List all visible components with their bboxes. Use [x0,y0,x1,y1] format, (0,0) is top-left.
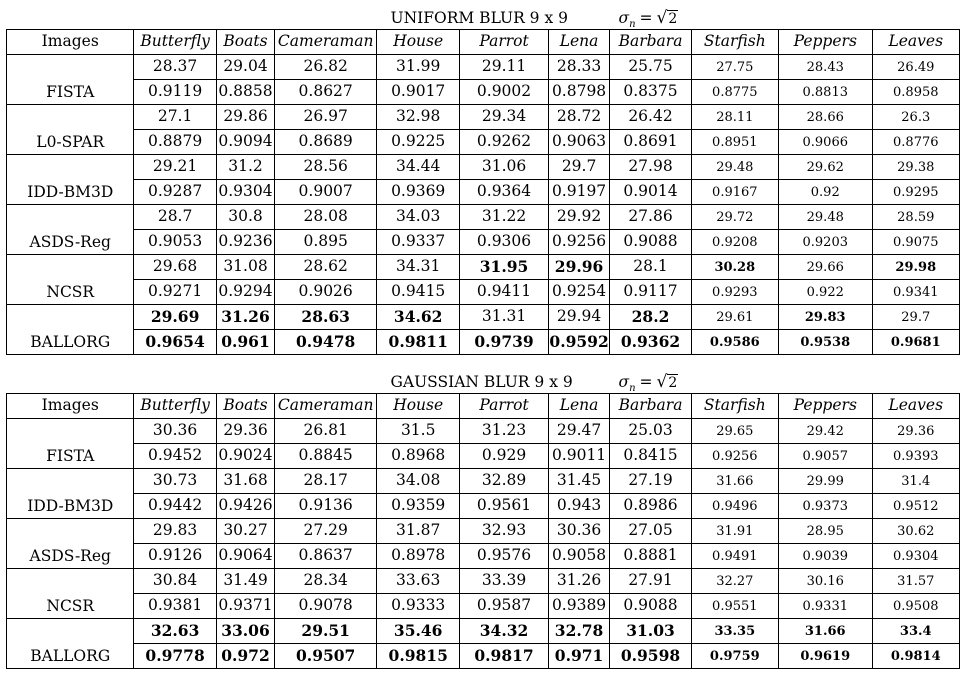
ssim-value-cell: 0.9271 [134,280,216,305]
ssim-value-cell: 0.9014 [610,180,691,205]
psnr-value-cell: 29.62 [778,155,872,180]
table-row-psnr [7,105,960,130]
table-row-psnr [7,55,960,80]
psnr-value-cell: 28.56 [275,155,377,180]
psnr-value-cell: 30.16 [778,569,872,594]
psnr-value-cell: 32.63 [134,619,216,644]
ssim-value-cell: 0.9739 [460,330,548,355]
ssim-value-cell: 0.9371 [216,594,275,619]
ssim-value-cell: 0.9331 [778,594,872,619]
ssim-value-cell: 0.9415 [377,280,460,305]
psnr-value-cell: 31.45 [548,469,610,494]
psnr-value-cell: 28.34 [275,569,377,594]
ssim-value-cell: 0.9203 [778,230,872,255]
psnr-value-cell: 31.06 [460,155,548,180]
psnr-value-cell: 31.66 [778,619,872,644]
ssim-value-cell: 0.9598 [610,644,691,669]
ssim-value-cell: 0.922 [778,280,872,305]
table-row-ssim [7,494,960,519]
ssim-value-cell: 0.9341 [872,280,959,305]
psnr-value-cell: 35.46 [377,619,460,644]
psnr-value-cell: 29.04 [216,55,275,80]
ssim-value-cell: 0.9075 [872,230,959,255]
ssim-value-cell: 0.9304 [216,180,275,205]
table-row-psnr [7,155,960,180]
ssim-value-cell: 0.8775 [691,80,778,105]
psnr-value-cell: 28.62 [275,255,377,280]
psnr-value-cell: 31.23 [460,419,548,444]
psnr-value-cell: 28.66 [778,105,872,130]
ssim-value-cell: 0.9294 [216,280,275,305]
psnr-value-cell: 28.33 [548,55,610,80]
table-row-psnr [7,469,960,494]
ssim-value-cell: 0.9393 [872,444,959,469]
column-header: Leaves [872,394,959,419]
ssim-value-cell: 0.8691 [610,130,691,155]
ssim-value-cell: 0.8415 [610,444,691,469]
table-row-psnr [7,255,960,280]
ssim-value-cell: 0.9508 [872,594,959,619]
ssim-value-cell: 0.8627 [275,80,377,105]
ssim-value-cell: 0.9815 [377,644,460,669]
ssim-value-cell: 0.9002 [460,80,548,105]
ssim-value-cell: 0.9496 [691,494,778,519]
psnr-value-cell: 27.86 [610,205,691,230]
psnr-value-cell: 29.68 [134,255,216,280]
psnr-value-cell: 33.06 [216,619,275,644]
column-header: House [377,30,460,55]
ssim-value-cell: 0.9512 [872,494,959,519]
table-row-ssim [7,230,960,255]
psnr-value-cell: 31.87 [377,519,460,544]
ssim-value-cell: 0.9287 [134,180,216,205]
column-header: Butterfly [134,30,216,55]
ssim-value-cell: 0.9306 [460,230,548,255]
psnr-value-cell: 34.32 [460,619,548,644]
ssim-value-cell: 0.9293 [691,280,778,305]
ssim-value-cell: 0.929 [460,444,548,469]
psnr-value-cell: 29.48 [778,205,872,230]
column-header: Boats [216,394,275,419]
psnr-value-cell: 31.08 [216,255,275,280]
psnr-value-cell: 32.89 [460,469,548,494]
psnr-value-cell: 29.47 [548,419,610,444]
psnr-value-cell: 29.83 [778,305,872,330]
psnr-value-cell: 29.48 [691,155,778,180]
psnr-value-cell: 29.61 [691,305,778,330]
psnr-value-cell: 32.98 [377,105,460,130]
ssim-value-cell: 0.8978 [377,544,460,569]
table-title-row [7,7,960,30]
ssim-value-cell: 0.8986 [610,494,691,519]
psnr-value-cell: 29.72 [691,205,778,230]
psnr-value-cell: 27.98 [610,155,691,180]
ssim-value-cell: 0.9039 [778,544,872,569]
column-header: Parrot [460,30,548,55]
ssim-value-cell: 0.9254 [548,280,610,305]
psnr-value-cell: 34.31 [377,255,460,280]
psnr-value-cell: 26.3 [872,105,959,130]
column-header: Peppers [778,394,872,419]
psnr-value-cell: 28.59 [872,205,959,230]
column-header: Peppers [778,30,872,55]
psnr-value-cell: 30.36 [548,519,610,544]
psnr-value-cell: 28.63 [275,305,377,330]
ssim-value-cell: 0.8881 [610,544,691,569]
psnr-value-cell: 29.99 [778,469,872,494]
psnr-value-cell: 28.43 [778,55,872,80]
ssim-value-cell: 0.8879 [134,130,216,155]
ssim-value-cell: 0.9817 [460,644,548,669]
table-row-ssim [7,444,960,469]
psnr-value-cell: 31.2 [216,155,275,180]
psnr-value-cell: 31.4 [872,469,959,494]
ssim-value-cell: 0.9295 [872,180,959,205]
ssim-value-cell: 0.9304 [872,544,959,569]
psnr-value-cell: 31.5 [377,419,460,444]
psnr-value-cell: 31.26 [216,305,275,330]
ssim-value-cell: 0.8776 [872,130,959,155]
noise-sigma-label [619,374,679,394]
ssim-value-cell: 0.9442 [134,494,216,519]
sigma-value: 2 [668,11,678,27]
ssim-value-cell: 0.9507 [275,644,377,669]
column-header: Leaves [872,30,959,55]
ssim-value-cell: 0.9126 [134,544,216,569]
ssim-value-cell: 0.9561 [460,494,548,519]
psnr-value-cell: 34.08 [377,469,460,494]
ssim-value-cell: 0.8845 [275,444,377,469]
table-row-ssim [7,544,960,569]
ssim-value-cell: 0.9057 [778,444,872,469]
psnr-value-cell: 31.22 [460,205,548,230]
ssim-value-cell: 0.9026 [275,280,377,305]
table-row-psnr [7,569,960,594]
ssim-value-cell: 0.9587 [460,594,548,619]
header-row [7,394,960,419]
ssim-value-cell: 0.9576 [460,544,548,569]
ssim-value-cell: 0.9053 [134,230,216,255]
column-header: Lena [548,30,610,55]
table-title-row [7,371,960,394]
ssim-value-cell: 0.943 [548,494,610,519]
sigma-symbol: σ [618,9,630,27]
psnr-value-cell: 29.65 [691,419,778,444]
ssim-value-cell: 0.9586 [691,330,778,355]
psnr-value-cell: 28.72 [548,105,610,130]
psnr-value-cell: 31.91 [691,519,778,544]
table-row-psnr [7,519,960,544]
psnr-value-cell: 31.95 [460,255,548,280]
psnr-value-cell: 27.1 [134,105,216,130]
column-header: Boats [216,30,275,55]
ssim-value-cell: 0.9592 [548,330,610,355]
psnr-value-cell: 30.73 [134,469,216,494]
ssim-value-cell: 0.9551 [691,594,778,619]
psnr-value-cell: 26.81 [275,419,377,444]
psnr-value-cell: 29.98 [872,255,959,280]
column-header: Butterfly [134,394,216,419]
sigma-symbol: σ [618,373,630,391]
ssim-value-cell: 0.8637 [275,544,377,569]
table-row-ssim [7,280,960,305]
psnr-value-cell: 29.7 [872,305,959,330]
psnr-value-cell: 32.93 [460,519,548,544]
psnr-value-cell: 33.35 [691,619,778,644]
ssim-value-cell: 0.9088 [610,594,691,619]
ssim-value-cell: 0.9066 [778,130,872,155]
square-root-icon: √2 [656,372,678,392]
ssim-value-cell: 0.8958 [872,80,959,105]
ssim-value-cell: 0.9256 [691,444,778,469]
psnr-value-cell: 29.86 [216,105,275,130]
table-row-psnr [7,305,960,330]
psnr-value-cell: 26.42 [610,105,691,130]
psnr-value-cell: 26.97 [275,105,377,130]
ssim-value-cell: 0.92 [778,180,872,205]
psnr-value-cell: 33.4 [872,619,959,644]
ssim-value-cell: 0.9337 [377,230,460,255]
psnr-value-cell: 31.49 [216,569,275,594]
ssim-value-cell: 0.961 [216,330,275,355]
column-header: Cameraman [275,30,377,55]
ssim-value-cell: 0.9088 [610,230,691,255]
ssim-value-cell: 0.8798 [548,80,610,105]
ssim-value-cell: 0.9058 [548,544,610,569]
table-row-ssim [7,130,960,155]
column-header: Barbara [610,30,691,55]
ssim-value-cell: 0.9373 [778,494,872,519]
column-header: Barbara [610,394,691,419]
column-header: Cameraman [275,394,377,419]
column-header: Lena [548,394,610,419]
psnr-value-cell: 29.83 [134,519,216,544]
ssim-value-cell: 0.9814 [872,644,959,669]
square-root-icon: √2 [656,8,678,28]
column-header: Starfish [691,394,778,419]
ssim-value-cell: 0.8813 [778,80,872,105]
ssim-value-cell: 0.9167 [691,180,778,205]
psnr-value-cell: 28.7 [134,205,216,230]
ssim-value-cell: 0.9654 [134,330,216,355]
ssim-value-cell: 0.9208 [691,230,778,255]
ssim-value-cell: 0.9256 [548,230,610,255]
sigma-equals: = [639,373,653,391]
psnr-value-cell: 29.36 [216,419,275,444]
ssim-value-cell: 0.9225 [377,130,460,155]
psnr-value-cell: 28.2 [610,305,691,330]
ssim-value-cell: 0.9094 [216,130,275,155]
ssim-value-cell: 0.9078 [275,594,377,619]
method-name: IDD-BM3D [7,155,134,205]
psnr-value-cell: 28.37 [134,55,216,80]
psnr-value-cell: 28.17 [275,469,377,494]
psnr-value-cell: 32.27 [691,569,778,594]
psnr-value-cell: 30.62 [872,519,959,544]
ssim-value-cell: 0.9017 [377,80,460,105]
ssim-value-cell: 0.895 [275,230,377,255]
table-row-psnr [7,619,960,644]
method-name: FISTA [7,55,134,105]
table-row-psnr [7,419,960,444]
ssim-value-cell: 0.9538 [778,330,872,355]
ssim-value-cell: 0.9381 [134,594,216,619]
column-header: Starfish [691,30,778,55]
ssim-value-cell: 0.8858 [216,80,275,105]
psnr-value-cell: 30.36 [134,419,216,444]
table-title: GAUSSIAN BLUR 9 x 9 [390,373,573,391]
method-name: ASDS-Reg [7,205,134,255]
ssim-value-cell: 0.9491 [691,544,778,569]
ssim-value-cell: 0.9362 [610,330,691,355]
ssim-value-cell: 0.9811 [377,330,460,355]
gaussian-blur-table [6,371,960,669]
table-row-psnr [7,205,960,230]
ssim-value-cell: 0.9389 [548,594,610,619]
method-name: BALLORG [7,619,134,669]
psnr-value-cell: 30.28 [691,255,778,280]
uniform-blur-table [6,7,960,355]
noise-sigma-label [619,10,679,30]
psnr-value-cell: 27.05 [610,519,691,544]
ssim-value-cell: 0.8968 [377,444,460,469]
psnr-value-cell: 28.08 [275,205,377,230]
table-row-ssim [7,594,960,619]
psnr-value-cell: 32.78 [548,619,610,644]
psnr-value-cell: 34.62 [377,305,460,330]
psnr-value-cell: 26.82 [275,55,377,80]
table-row-ssim [7,330,960,355]
ssim-value-cell: 0.8375 [610,80,691,105]
psnr-value-cell: 29.92 [548,205,610,230]
psnr-value-cell: 29.66 [778,255,872,280]
psnr-value-cell: 28.1 [610,255,691,280]
ssim-value-cell: 0.9619 [778,644,872,669]
column-header: Parrot [460,394,548,419]
method-name: BALLORG [7,305,134,355]
ssim-value-cell: 0.9778 [134,644,216,669]
ssim-value-cell: 0.9369 [377,180,460,205]
method-name: NCSR [7,569,134,619]
psnr-value-cell: 29.96 [548,255,610,280]
psnr-value-cell: 30.27 [216,519,275,544]
psnr-value-cell: 29.51 [275,619,377,644]
ssim-value-cell: 0.9681 [872,330,959,355]
ssim-value-cell: 0.9136 [275,494,377,519]
ssim-value-cell: 0.9024 [216,444,275,469]
ssim-value-cell: 0.9359 [377,494,460,519]
sigma-subscript: n [629,383,636,394]
table-row-ssim [7,644,960,669]
psnr-value-cell: 31.57 [872,569,959,594]
ssim-value-cell: 0.971 [548,644,610,669]
sigma-subscript: n [629,19,636,30]
psnr-value-cell: 29.11 [460,55,548,80]
ssim-value-cell: 0.9262 [460,130,548,155]
psnr-value-cell: 33.39 [460,569,548,594]
psnr-value-cell: 27.75 [691,55,778,80]
psnr-value-cell: 29.38 [872,155,959,180]
ssim-value-cell: 0.9478 [275,330,377,355]
table-row-ssim [7,180,960,205]
psnr-value-cell: 30.84 [134,569,216,594]
psnr-value-cell: 31.99 [377,55,460,80]
psnr-value-cell: 25.75 [610,55,691,80]
method-name: ASDS-Reg [7,519,134,569]
ssim-value-cell: 0.9063 [548,130,610,155]
psnr-value-cell: 29.34 [460,105,548,130]
psnr-value-cell: 28.11 [691,105,778,130]
sigma-value: 2 [668,375,678,391]
ssim-value-cell: 0.9197 [548,180,610,205]
psnr-value-cell: 27.29 [275,519,377,544]
psnr-value-cell: 27.19 [610,469,691,494]
column-header-images: Images [7,394,134,419]
psnr-value-cell: 29.69 [134,305,216,330]
psnr-value-cell: 29.42 [778,419,872,444]
ssim-value-cell: 0.9452 [134,444,216,469]
psnr-value-cell: 29.94 [548,305,610,330]
psnr-value-cell: 31.26 [548,569,610,594]
psnr-value-cell: 34.44 [377,155,460,180]
ssim-value-cell: 0.9011 [548,444,610,469]
ssim-value-cell: 0.9119 [134,80,216,105]
ssim-value-cell: 0.9117 [610,280,691,305]
psnr-value-cell: 27.91 [610,569,691,594]
sigma-equals: = [639,9,653,27]
psnr-value-cell: 29.36 [872,419,959,444]
ssim-value-cell: 0.972 [216,644,275,669]
ssim-value-cell: 0.9333 [377,594,460,619]
column-header-images: Images [7,30,134,55]
ssim-value-cell: 0.9411 [460,280,548,305]
psnr-value-cell: 30.8 [216,205,275,230]
method-name: IDD-BM3D [7,469,134,519]
method-name: FISTA [7,419,134,469]
psnr-value-cell: 31.66 [691,469,778,494]
psnr-value-cell: 34.03 [377,205,460,230]
ssim-value-cell: 0.8951 [691,130,778,155]
psnr-value-cell: 33.63 [377,569,460,594]
ssim-value-cell: 0.9064 [216,544,275,569]
ssim-value-cell: 0.9759 [691,644,778,669]
psnr-value-cell: 29.21 [134,155,216,180]
column-header: House [377,394,460,419]
ssim-value-cell: 0.9364 [460,180,548,205]
table-title: UNIFORM BLUR 9 x 9 [390,9,568,27]
table-row-ssim [7,80,960,105]
ssim-value-cell: 0.9426 [216,494,275,519]
psnr-value-cell: 31.68 [216,469,275,494]
ssim-value-cell: 0.8689 [275,130,377,155]
psnr-value-cell: 31.03 [610,619,691,644]
psnr-value-cell: 26.49 [872,55,959,80]
method-name: L0-SPAR [7,105,134,155]
ssim-value-cell: 0.9236 [216,230,275,255]
header-row [7,30,960,55]
ssim-value-cell: 0.9007 [275,180,377,205]
psnr-value-cell: 29.7 [548,155,610,180]
method-name: NCSR [7,255,134,305]
psnr-value-cell: 25.03 [610,419,691,444]
psnr-value-cell: 31.31 [460,305,548,330]
psnr-value-cell: 28.95 [778,519,872,544]
